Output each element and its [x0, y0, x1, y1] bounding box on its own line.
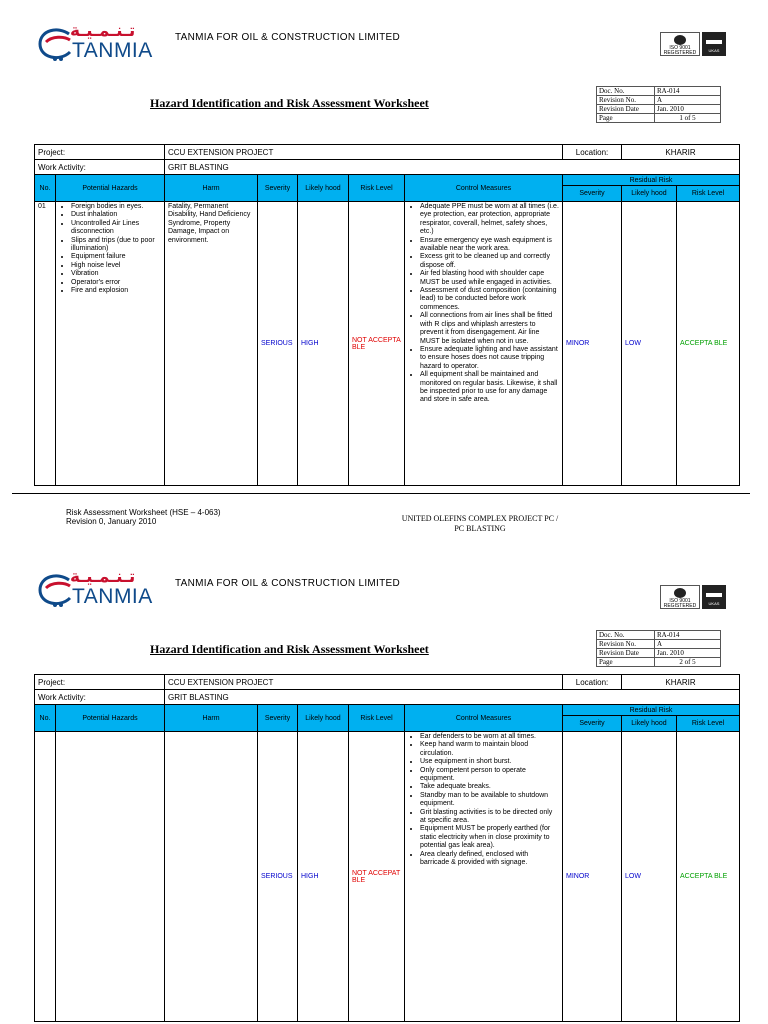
logo-arabic-text: تـنـمـيـة: [70, 567, 136, 587]
list-item: • Area clearly defined, enclosed with barricade & provided with signage.: [420, 851, 559, 868]
work-activity-label: Work Activity:: [35, 690, 165, 705]
work-activity-value: GRIT BLASTING: [165, 690, 740, 705]
col-control-measures: Control Measures: [405, 175, 563, 202]
doc-no-label: Doc. No.: [597, 87, 655, 96]
col-harm: Harm: [165, 175, 258, 202]
residual-risk-level-cell: ACCEPTA BLE: [677, 202, 740, 486]
location-label: Location:: [563, 145, 622, 160]
col-residual-risk-level: Risk Level: [677, 186, 740, 202]
hazards-list: [59, 203, 161, 295]
control-measures-list: [408, 733, 559, 868]
revision-date-value: Jan. 2010: [655, 105, 721, 114]
residual-likelihood-cell: LOW: [622, 202, 677, 486]
risk-level-cell: NOT ACCEPTA BLE: [349, 202, 405, 486]
col-harm: Harm: [165, 705, 258, 732]
list-item: • Equipment MUST be properly earthed (for static electricity when in close proximity to potential gas leak area).: [420, 825, 559, 850]
iso-cert-logo: ISO 9001 REGISTERED: [660, 32, 700, 56]
revision-no-value: A: [655, 640, 721, 649]
list-item: • Adequate PPE must be worn at all times (i.e. eye protection, ear protection, appropriate respirator, coverall, helmet, safety shoes, etc.): [420, 203, 559, 237]
location-label: Location:: [563, 675, 622, 690]
revision-no-label: Revision No.: [597, 96, 655, 105]
col-risk-level: Risk Level: [349, 705, 405, 732]
list-item: • Slips and trips (due to poor illumination): [71, 237, 161, 254]
logo-arabic-text: تـنـمـيـة: [70, 21, 136, 41]
hazards-cell: [56, 732, 165, 1022]
ukas-cert-logo: UKAS: [702, 32, 726, 56]
doc-no-value: RA-014: [655, 631, 721, 640]
risk-level-cell: NOT ACCEPAT BLE: [349, 732, 405, 1022]
logo-latin-text: TANMIA: [72, 585, 153, 608]
company-name: TANMIA FOR OIL & CONSTRUCTION LIMITED: [175, 578, 401, 589]
work-activity-label: Work Activity:: [35, 160, 165, 175]
row-number: [35, 732, 56, 1022]
certification-logos: [660, 585, 726, 609]
harm-cell: Fatality, Permanent Disability, Hand Deficiency Syndrome, Property Damage, Impact on environment.: [165, 202, 258, 486]
doc-no-value: RA-014: [655, 87, 721, 96]
list-item: • Uncontrolled Air Lines disconnection: [71, 220, 161, 237]
harm-cell: [165, 732, 258, 1022]
list-item: • Operator's error: [71, 279, 161, 287]
worksheet-page-2: [0, 546, 768, 1024]
list-item: • All connections from air lines shall be fitted with R clips and whiplash arresters to prevent it from disengagement. Air line MUST be isolated when not in use.: [420, 312, 559, 346]
list-item: • Fire and explosion: [71, 287, 161, 295]
list-item: • High noise level: [71, 262, 161, 270]
revision-date-label: Revision Date: [597, 649, 655, 658]
risk-assessment-table: [34, 144, 740, 486]
page-value: 1 of 5: [655, 114, 721, 123]
revision-no-label: Revision No.: [597, 640, 655, 649]
doc-info-table: [596, 630, 721, 667]
location-value: KHARIR: [622, 145, 740, 160]
doc-info-table: [596, 86, 721, 123]
list-item: • Air fed blasting hood with shoulder cape MUST be used while engaged in activities.: [420, 270, 559, 287]
col-control-measures: Control Measures: [405, 705, 563, 732]
page-value: 2 of 5: [655, 658, 721, 667]
list-item: • All equipment shall be maintained and monitored on regular basis. Likewise, it shall be inspected prior to use for any damage and store in safe area.: [420, 371, 559, 405]
col-likelihood: Likely hood: [298, 175, 349, 202]
tanmia-logo: [38, 567, 168, 614]
likelihood-cell: HIGH: [298, 732, 349, 1022]
project-value: CCU EXTENSION PROJECT: [165, 145, 563, 160]
certification-logos: [660, 32, 726, 56]
logo-swoosh-icon: [38, 570, 72, 612]
row-number: 01: [35, 202, 56, 486]
severity-cell: SERIOUS: [258, 202, 298, 486]
col-likelihood: Likely hood: [298, 705, 349, 732]
control-measures-cell: [405, 732, 563, 1022]
company-name: TANMIA FOR OIL & CONSTRUCTION LIMITED: [175, 32, 401, 43]
list-item: • Ensure adequate lighting and have assistant to ensure hoses does not cause tripping hazard to operator.: [420, 346, 559, 371]
list-item: • Standby man to be available to shutdown equipment.: [420, 792, 559, 809]
col-residual-risk-level: Risk Level: [677, 716, 740, 732]
hazards-cell: [56, 202, 165, 486]
col-residual-likelihood: Likely hood: [622, 186, 677, 202]
col-residual-risk: Residual Risk: [563, 175, 740, 186]
doc-no-label: Doc. No.: [597, 631, 655, 640]
list-item: • Ensure emergency eye wash equipment is available near the work area.: [420, 237, 559, 254]
worksheet-title: Hazard Identification and Risk Assessment Worksheet: [150, 96, 429, 110]
footer-left-text: Risk Assessment Worksheet (HSE – 4-063) Revision 0, January 2010: [66, 508, 221, 526]
col-severity: Severity: [258, 705, 298, 732]
list-item: • Excess grit to be cleaned up and correctly dispose off.: [420, 253, 559, 270]
revision-date-label: Revision Date: [597, 105, 655, 114]
control-measures-list: [408, 203, 559, 405]
revision-no-value: A: [655, 96, 721, 105]
col-residual-likelihood: Likely hood: [622, 716, 677, 732]
project-label: Project:: [35, 145, 165, 160]
table-row: [35, 732, 740, 1022]
list-item: • Vibration: [71, 270, 161, 278]
table-row: [35, 202, 740, 486]
list-item: • Equipment failure: [71, 253, 161, 261]
severity-cell: SERIOUS: [258, 732, 298, 1022]
project-label: Project:: [35, 675, 165, 690]
list-item: • Grit blasting activities is to be directed only at specific area.: [420, 809, 559, 826]
col-residual-severity: Severity: [563, 186, 622, 202]
work-activity-value: GRIT BLASTING: [165, 160, 740, 175]
col-residual-severity: Severity: [563, 716, 622, 732]
list-item: • Ear defenders to be worn at all times.: [420, 733, 559, 741]
col-no: No.: [35, 175, 56, 202]
control-measures-cell: [405, 202, 563, 486]
list-item: • Keep hand warm to maintain blood circulation.: [420, 741, 559, 758]
residual-risk-level-cell: ACCEPTA BLE: [677, 732, 740, 1022]
residual-severity-cell: MINOR: [563, 732, 622, 1022]
worksheet-title: Hazard Identification and Risk Assessment Worksheet: [150, 642, 429, 656]
page-label: Page: [597, 114, 655, 123]
iso-cert-logo: ISO 9001 REGISTERED: [660, 585, 700, 609]
col-risk-level: Risk Level: [349, 175, 405, 202]
logo-latin-text: TANMIA: [72, 39, 153, 62]
page-label: Page: [597, 658, 655, 667]
list-item: • Use equipment in short burst.: [420, 758, 559, 766]
likelihood-cell: HIGH: [298, 202, 349, 486]
col-hazards: Potential Hazards: [56, 705, 165, 732]
footer-right-text: UNITED OLEFINS COMPLEX PROJECT PC / PC BLASTING: [401, 514, 559, 533]
tanmia-logo: [38, 21, 168, 68]
footer-divider: [12, 493, 750, 494]
list-item: • Only competent person to operate equipment.: [420, 767, 559, 784]
ukas-cert-logo: UKAS: [702, 585, 726, 609]
col-hazards: Potential Hazards: [56, 175, 165, 202]
col-severity: Severity: [258, 175, 298, 202]
col-no: No.: [35, 705, 56, 732]
revision-date-value: Jan. 2010: [655, 649, 721, 658]
residual-severity-cell: MINOR: [563, 202, 622, 486]
list-item: • Assessment of dust composition (containing lead) to be conducted before work commences.: [420, 287, 559, 312]
logo-swoosh-icon: [38, 24, 72, 66]
list-item: • Dust inhalation: [71, 211, 161, 219]
risk-assessment-table: [34, 674, 740, 1022]
list-item: • Take adequate breaks.: [420, 783, 559, 791]
list-item: • Foreign bodies in eyes.: [71, 203, 161, 211]
col-residual-risk: Residual Risk: [563, 705, 740, 716]
location-value: KHARIR: [622, 675, 740, 690]
project-value: CCU EXTENSION PROJECT: [165, 675, 563, 690]
residual-likelihood-cell: LOW: [622, 732, 677, 1022]
